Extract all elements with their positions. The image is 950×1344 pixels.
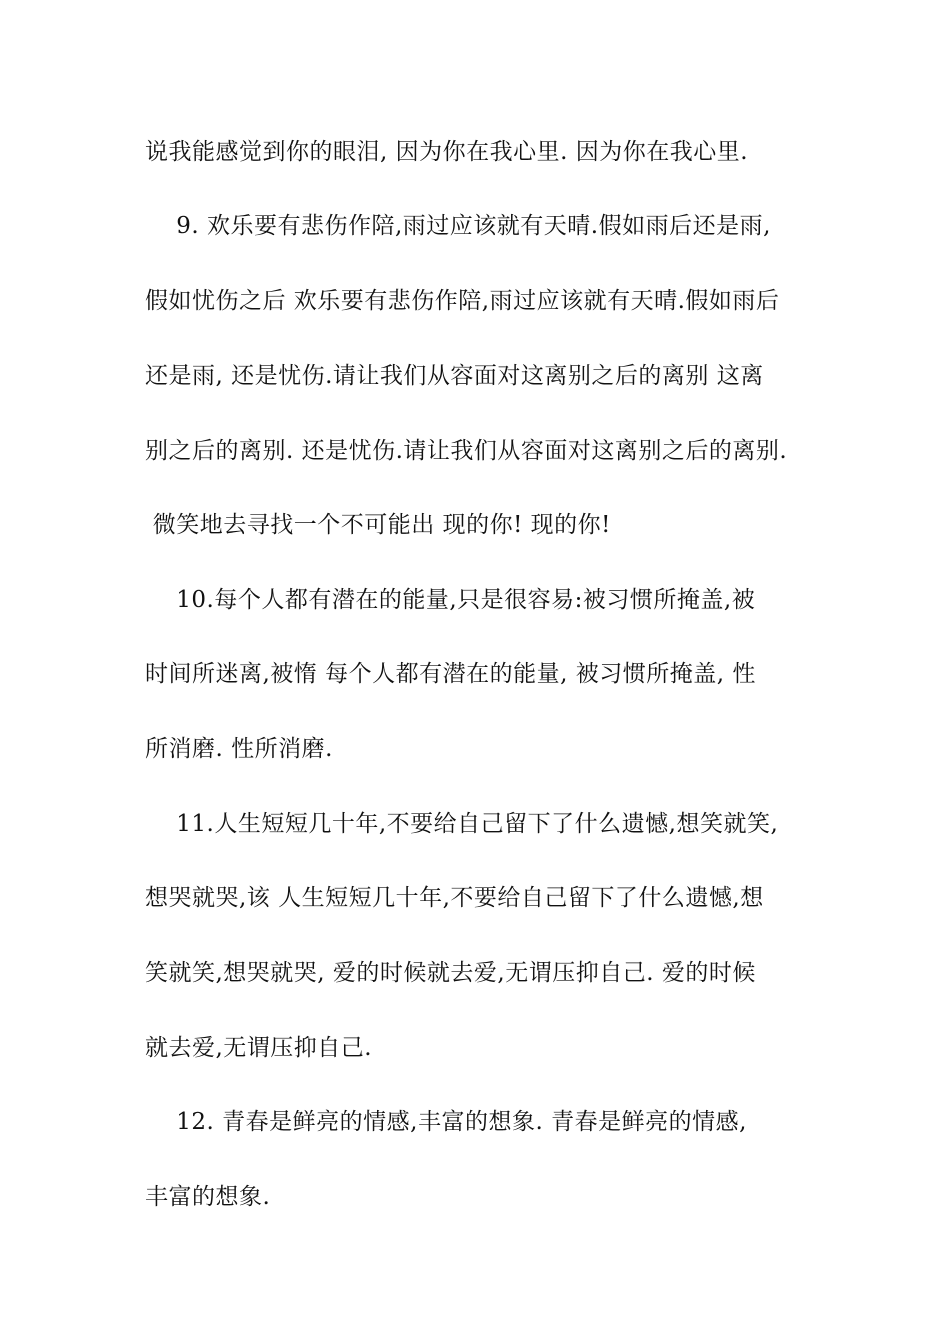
text-line: 10.每个人都有潜在的能量,只是很容易:被习惯所掩盖,被: [145, 587, 756, 613]
text-line: 说我能感觉到你的眼泪, 因为你在我心里. 因为你在我心里.: [145, 139, 749, 165]
text-line: 9. 欢乐要有悲伤作陪,雨过应该就有天晴.假如雨后还是雨,: [145, 213, 771, 239]
text-line: 12. 青春是鲜亮的情感,丰富的想象. 青春是鲜亮的情感,: [145, 1109, 747, 1135]
text-line: 笑就笑,想哭就哭, 爱的时候就去爱,无谓压抑自己. 爱的时候: [145, 960, 756, 986]
text-line: 所消磨. 性所消磨.: [145, 736, 333, 762]
text-line: 丰富的想象.: [145, 1184, 271, 1210]
text-line: 11.人生短短几十年,不要给自己留下了什么遗憾,想笑就笑,: [145, 811, 779, 837]
text-line: 还是雨, 还是忧伤.请让我们从容面对这离别之后的离别 这离: [145, 363, 764, 389]
text-line: 就去爱,无谓压抑自己.: [145, 1035, 373, 1061]
text-line: 时间所迷离,被惰 每个人都有潜在的能量, 被习惯所掩盖, 性: [145, 661, 756, 687]
text-line: 微笑地去寻找一个不可能出 现的你! 现的你!: [145, 512, 611, 538]
text-line: 想哭就哭,该 人生短短几十年,不要给自己留下了什么遗憾,想: [145, 885, 764, 911]
text-line: 假如忧伤之后 欢乐要有悲伤作陪,雨过应该就有天晴.假如雨后: [145, 288, 780, 314]
text-line: 别之后的离别. 还是忧伤.请让我们从容面对这离别之后的离别.: [145, 438, 788, 464]
